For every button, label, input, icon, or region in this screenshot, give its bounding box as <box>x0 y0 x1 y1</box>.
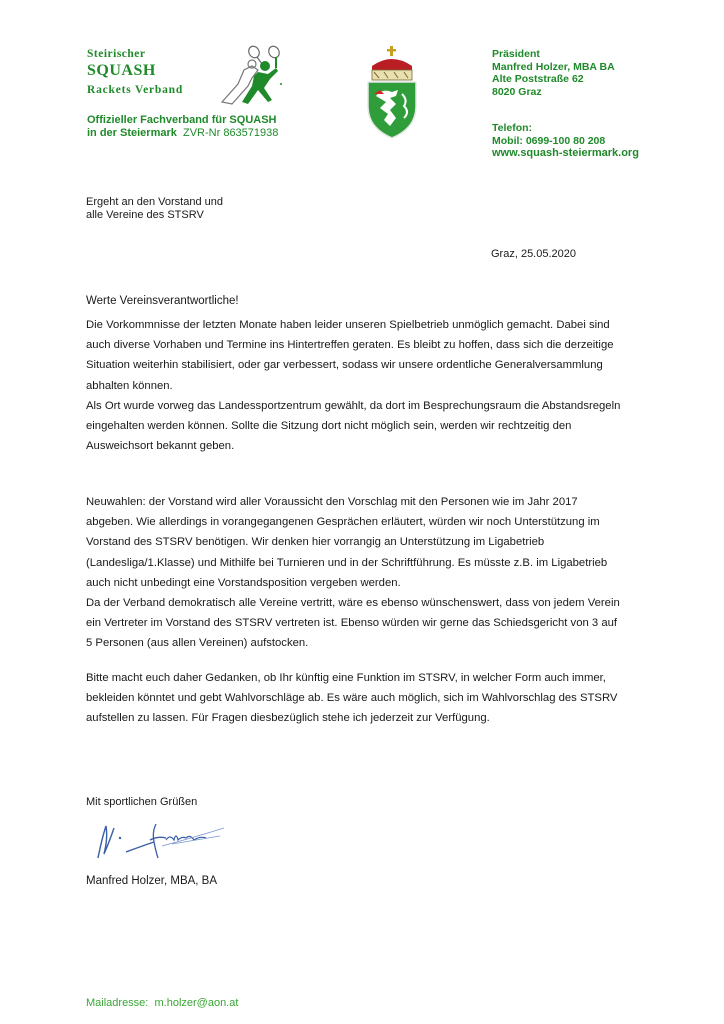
text-line: (Landesliga/1.Klasse) und Mithilfe bei Turnieren und in der Schriftführung. Es müsste z.B. im Ligabetrieb <box>86 556 608 569</box>
text-line: auch nicht unbedingt eine Vorstandsposition vergeben werden. <box>86 576 401 589</box>
text-line: auch diverse Vorhaben und Termine ins Hintertreffen geraten. Es bleibt zu hoffen, dass sich die derzeitige <box>86 339 614 352</box>
footer-mail <box>86 997 238 1009</box>
text-line: aufstellen zu lassen. Für Fragen diesbezüglich stehe ich jederzeit zur Verfügung. <box>86 712 490 725</box>
closing: Mit sportlichen Grüßen <box>86 796 198 808</box>
contact-role: Präsident <box>492 48 540 60</box>
paragraph-3 <box>86 668 646 729</box>
paragraph-1 <box>86 315 646 456</box>
org-name-line2: SQUASH <box>87 62 156 79</box>
mail-label: Mailadresse: <box>86 997 149 1009</box>
tagline-line1: Offizieller Fachverband für SQUASH <box>87 114 277 126</box>
squash-players-icon <box>218 44 288 110</box>
text-line: Ausweichsort bekannt geben. <box>86 440 235 453</box>
text-line: Neuwahlen: der Vorstand wird aller Voraussicht den Vorschlag mit den Personen wie im Jahr 2017 <box>86 496 578 508</box>
text-line: Situation weiterhin stabilisiert, oder gar verbessert, sodass wir unsere ordentliche Generalversammlung <box>86 359 603 372</box>
org-tagline <box>87 114 278 140</box>
mobile-number: Mobil: 0699-100 80 208 <box>492 134 606 147</box>
org-name-line1: Steirischer <box>87 48 146 60</box>
contact-street: Alte Poststraße 62 <box>492 73 584 85</box>
text-line: abhalten können. <box>86 379 173 392</box>
letter-date: Graz, 25.05.2020 <box>491 248 577 260</box>
recipient-line1: Ergeht an den Vorstand und <box>86 196 223 208</box>
text-line: Bitte macht euch daher Gedanken, ob Ihr künftig eine Funktion im STSRV, in welcher Form auch immer, <box>86 672 606 684</box>
text-line: 5 Personen (aus allen Vereinen) aufstocken. <box>86 637 309 650</box>
text-line: abgeben. Wie allerdings in vorangegangenen Gesprächen erläutert, würden wir noch Unterstützung im <box>86 516 600 529</box>
text-line: bekleiden könntet und gebt Wahlvorschläge ab. Es wäre auch möglich, sich im Wahlvorschlag des STSRV <box>86 692 618 705</box>
recipient-block <box>86 196 223 222</box>
phone-label: Telefon: <box>492 122 533 134</box>
text-line: Die Vorkommnisse der letzten Monate haben leider unseren Spielbetrieb unmöglich gemacht. Dabei sind <box>86 319 610 331</box>
website-link[interactable]: www.squash-steiermark.org <box>492 147 639 159</box>
paragraph-2 <box>86 492 646 654</box>
mail-address-link[interactable]: m.holzer@aon.at <box>154 997 239 1009</box>
text-line: Da der Verband demokratisch alle Vereine vertritt, wäre es ebenso wünschenswert, dass von jedem Verein <box>86 597 620 610</box>
tagline-line2: in der Steiermark <box>87 127 177 139</box>
recipient-line2: alle Vereine des STSRV <box>86 209 204 221</box>
handwritten-signature-icon <box>92 818 232 864</box>
text-line: ein Vertreter im Vorstand des STSRV vertreten ist. Ebenso würden wir gerne das Schiedsgericht von 3 auf <box>86 617 618 630</box>
contact-name: Manfred Holzer, MBA BA <box>492 60 615 73</box>
org-name-line3: Rackets Verband <box>87 84 184 96</box>
phone-block <box>492 122 605 147</box>
styrian-coat-of-arms-icon <box>362 44 422 140</box>
contact-city: 8020 Graz <box>492 85 542 98</box>
contact-block <box>492 48 615 98</box>
text-line: Vorstand des STSRV benötigen. Wir denken hier vorrangig an Unterstützung im Ligabetrieb <box>86 536 545 549</box>
signer-name: Manfred Holzer, MBA, BA <box>86 875 218 887</box>
tagline-line2-wrap <box>87 127 278 140</box>
text-line: eingehalten werden können. Sollte die Sitzung dort nicht möglich sein, werden wir rechtzeitig den <box>86 420 572 433</box>
salutation: Werte Vereinsverantwortliche! <box>86 295 239 307</box>
zvr-number: ZVR-Nr 863571938 <box>183 127 279 139</box>
text-line: Als Ort wurde vorweg das Landessportzentrum gewählt, da dort im Besprechungsraum die Abstandsregeln <box>86 399 621 412</box>
